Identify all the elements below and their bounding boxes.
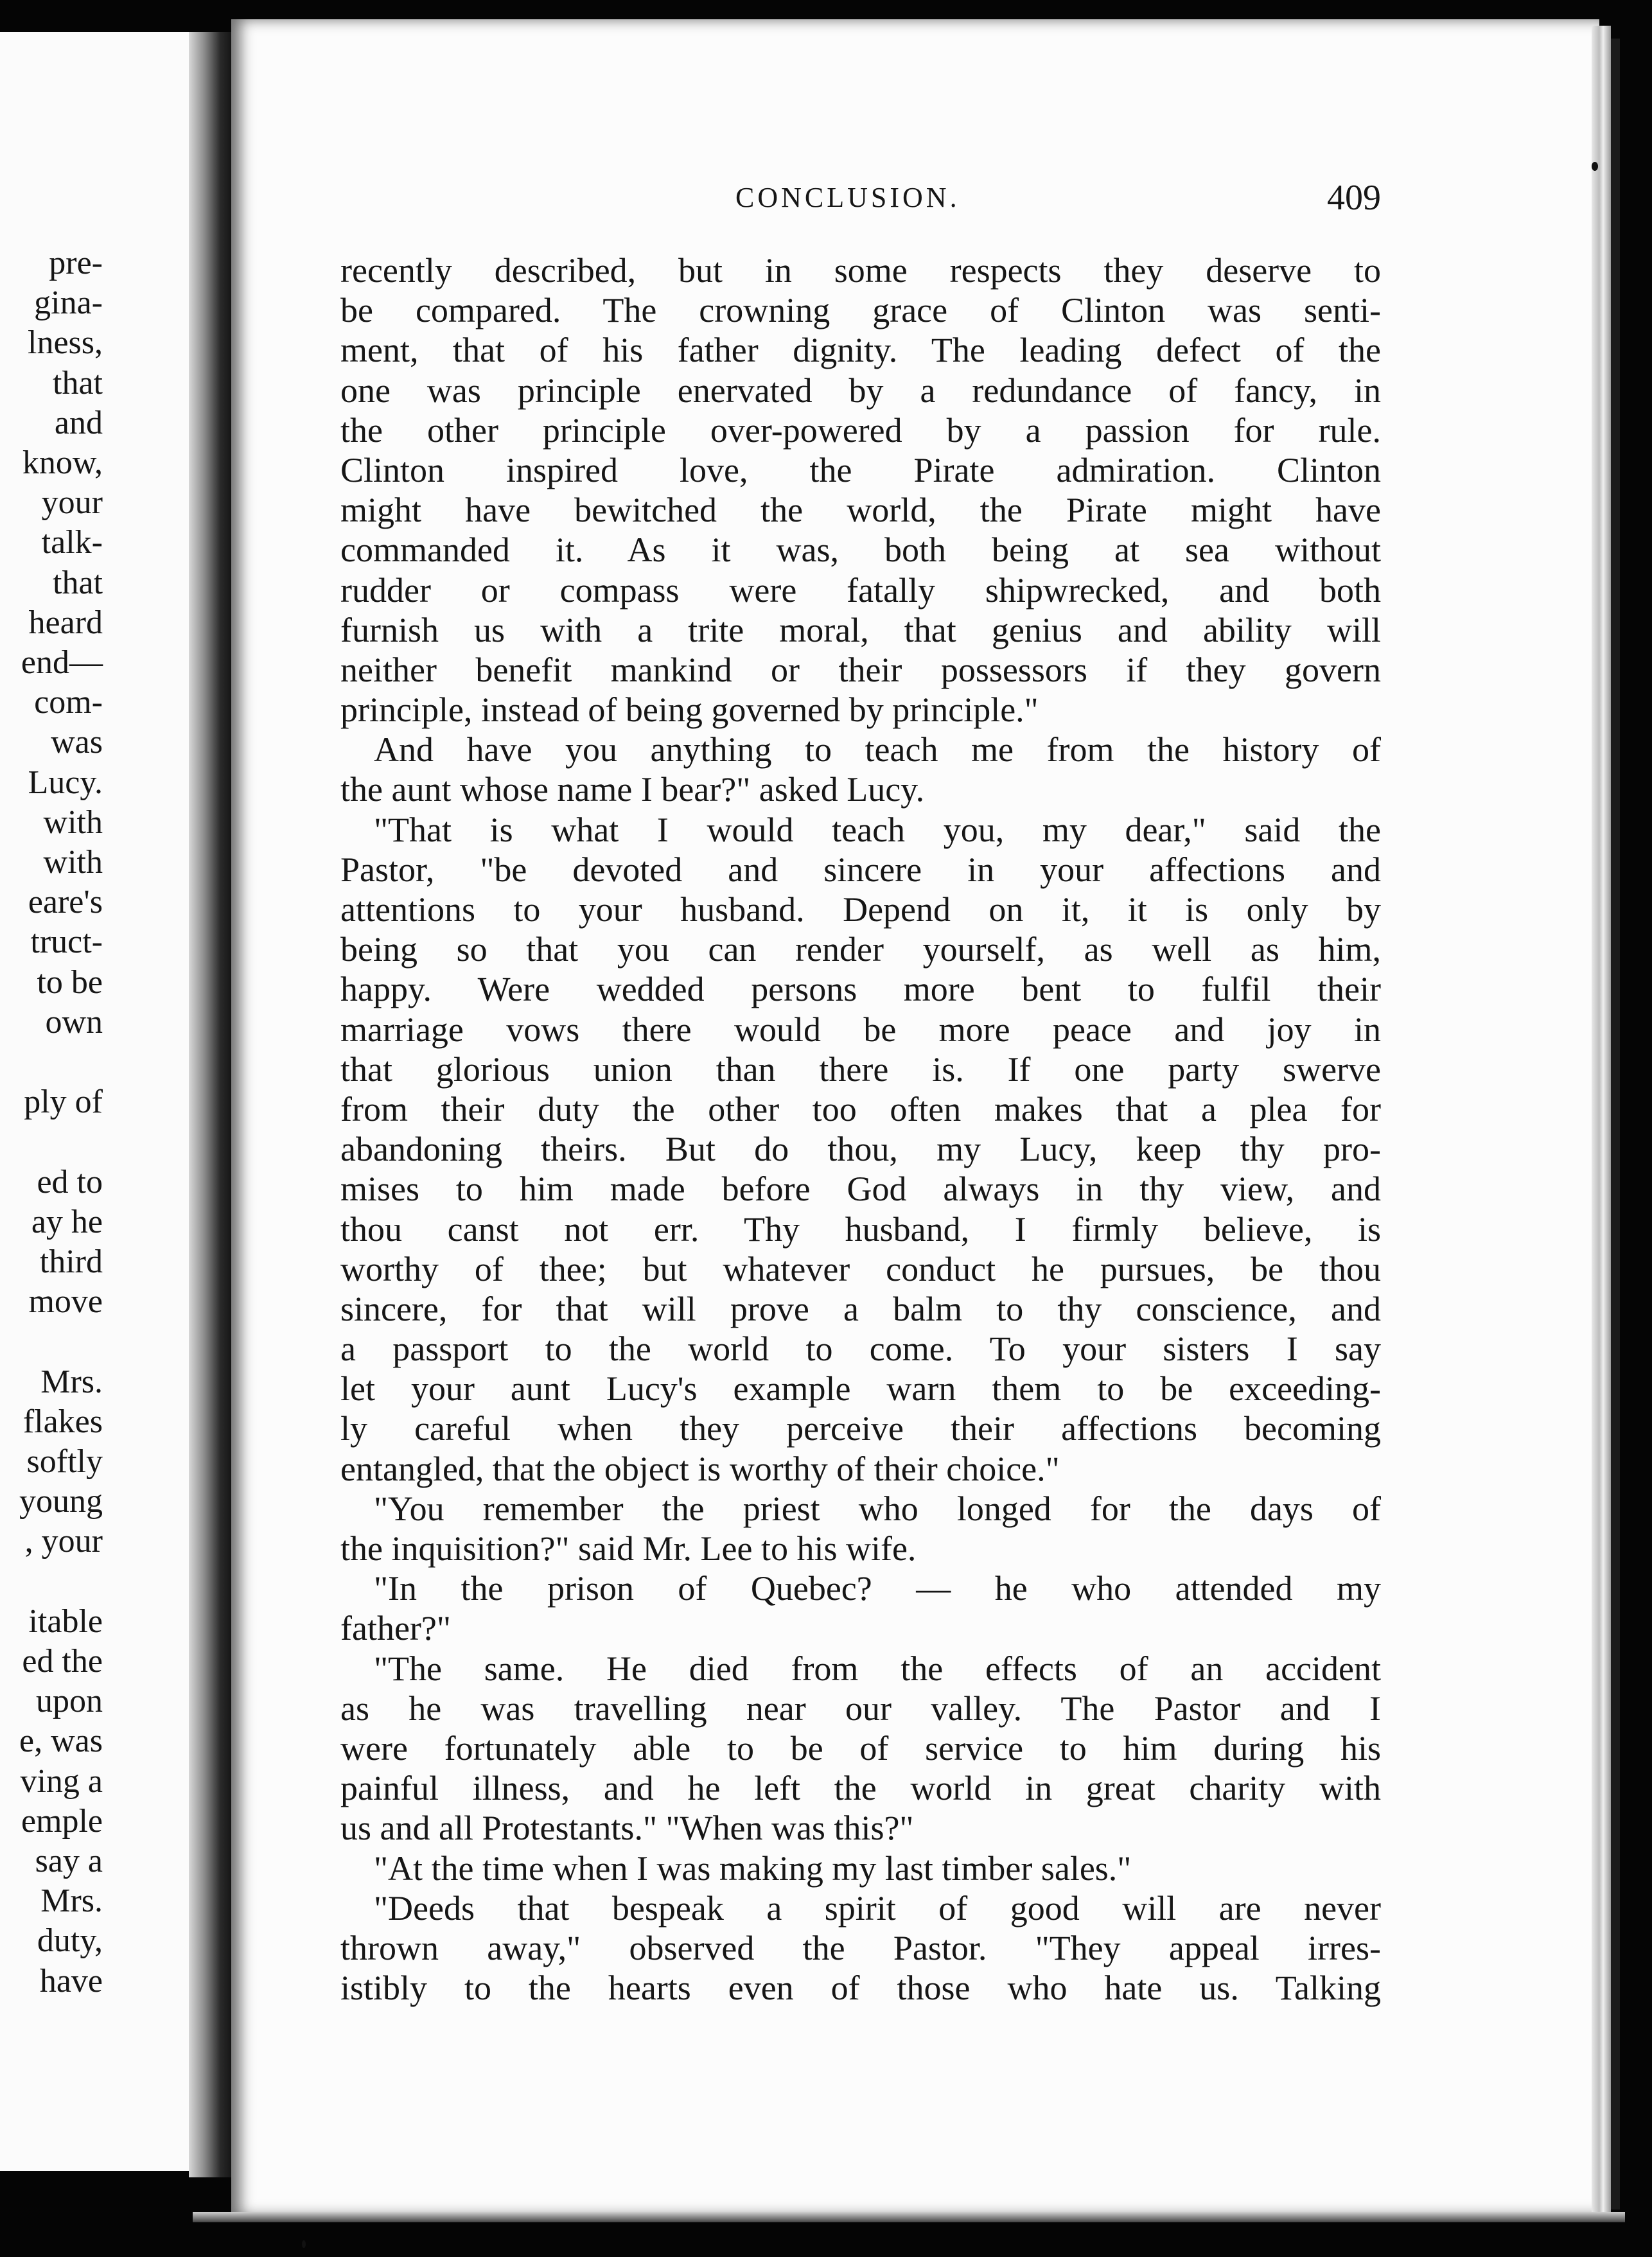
previous-page-line: talk- [41, 524, 103, 561]
previous-page [0, 32, 212, 2171]
text-line: recently described, but in some respects they deserve to [340, 251, 1381, 290]
text-line: "At the time when I was making my last timber sales." [374, 1849, 1132, 1888]
scan-speck [302, 2240, 306, 2248]
previous-page-line: have [39, 1962, 103, 1999]
previous-page-line: move [28, 1283, 103, 1321]
text-line: were fortunately able to be of service to him during his [340, 1728, 1381, 1768]
previous-page-line: flakes [22, 1403, 103, 1440]
previous-page-line: know, [22, 444, 103, 481]
previous-page-line: with [43, 844, 103, 881]
previous-page-line: softly [26, 1443, 103, 1480]
previous-page-line: ving a [20, 1762, 103, 1800]
text-line: ly careful when they perceive their affections becoming [340, 1409, 1381, 1448]
text-line: a passport to the world to come. To your sisters I say [340, 1330, 1381, 1369]
text-line: the other principle over-powered by a passion for rule. [340, 410, 1381, 450]
previous-page-line: young [19, 1483, 103, 1520]
book-gutter [189, 32, 234, 2177]
previous-page-line: truct- [30, 924, 103, 961]
previous-page-line: was [51, 724, 103, 761]
text-line: the aunt whose name I bear?" asked Lucy. [340, 770, 925, 809]
previous-page-line: that [53, 364, 103, 401]
book-bottom-edge [193, 2212, 1625, 2222]
text-line: rudder or compass were fatally shipwrecked, and both [340, 570, 1381, 610]
text-line: us and all Protestants." "When was this?" [340, 1809, 914, 1848]
book-cover-edge [1611, 39, 1620, 2209]
text-line: neither benefit mankind or their possessors if they govern [340, 650, 1381, 689]
text-line: as he was travelling near our valley. The Pastor and I [340, 1689, 1381, 1728]
text-line: thrown away," observed the Pastor. "They appeal irres- [340, 1928, 1381, 1967]
previous-page-line: Mrs. [40, 1883, 103, 1920]
previous-page-line: ed the [22, 1643, 103, 1680]
previous-page-line: gina- [34, 285, 103, 322]
text-line: And have you anything to teach me from the history of [374, 730, 1381, 769]
text-line: ment, that of his father dignity. The leading defect of the [340, 331, 1381, 370]
text-line: "That is what I would teach you, my dear," said the [374, 810, 1381, 849]
scan-speck [1592, 162, 1598, 171]
previous-page-line: itable [28, 1603, 103, 1640]
text-line: "The same. He died from the effects of an accident [374, 1649, 1381, 1688]
previous-page-line: with [43, 804, 103, 841]
previous-page-line: and [54, 404, 103, 441]
previous-page-line: Mrs. [40, 1363, 103, 1400]
text-line: worthy of thee; but whatever conduct he pursues, be thou [340, 1249, 1381, 1288]
text-line: "Deeds that bespeak a spirit of good will are never [374, 1888, 1381, 1928]
previous-page-line: Lucy. [28, 764, 103, 801]
text-line: mises to him made before God always in thy view, and [340, 1170, 1381, 1209]
text-line: happy. Were wedded persons more bent to fulfil their [340, 970, 1381, 1009]
previous-page-line: end— [21, 644, 103, 681]
text-line: thou canst not err. Thy husband, I firmly believe, is [340, 1209, 1381, 1249]
text-line: commanded it. As it was, both being at sea without [340, 531, 1381, 570]
previous-page-line: ply of [24, 1084, 103, 1121]
text-line: "In the prison of Quebec? — he who attended my [374, 1569, 1381, 1608]
previous-page-line: e, was [19, 1723, 103, 1760]
text-line: Clinton inspired love, the Pirate admiration. Clinton [340, 450, 1381, 489]
text-line: the inquisition?" said Mr. Lee to his wife. [340, 1529, 917, 1568]
running-head [340, 178, 1381, 226]
previous-page-line: com- [34, 684, 103, 721]
text-line: being so that you can render yourself, as well as him, [340, 930, 1381, 969]
text-line: marriage vows there would be more peace and joy in [340, 1010, 1381, 1049]
previous-page-line: lness, [28, 324, 103, 362]
text-line: let your aunt Lucy's example warn them to be exceeding- [340, 1369, 1381, 1409]
text-line: abandoning theirs. But do thou, my Lucy, keep thy pro- [340, 1130, 1381, 1169]
previous-page-line: third [39, 1243, 103, 1280]
previous-page-line: pre- [49, 245, 103, 281]
text-line: from their duty the other too often makes that a plea for [340, 1089, 1381, 1128]
chapter-title: CONCLUSION. [735, 182, 960, 213]
previous-page-line: heard [28, 604, 103, 641]
previous-page-line: ed to [37, 1163, 103, 1200]
previous-page-line: own [45, 1003, 103, 1041]
text-line: Pastor, "be devoted and sincere in your affections and [340, 850, 1381, 889]
previous-page-line: upon [36, 1683, 103, 1720]
previous-page-line: , your [24, 1523, 103, 1560]
previous-page-line: eare's [28, 884, 103, 921]
previous-page-line: that [53, 564, 103, 601]
text-line: father?" [340, 1609, 451, 1648]
text-line: one was principle enervated by a redundance of fancy, in [340, 371, 1381, 410]
text-line: principle, instead of being governed by principle." [340, 690, 1039, 730]
text-line: attentions to your husband. Depend on it, it is only by [340, 890, 1381, 929]
text-line: be compared. The crowning grace of Clinton was senti- [340, 291, 1381, 330]
page-number: 409 [1327, 178, 1381, 218]
previous-page-line: emple [21, 1802, 103, 1840]
page-edges [1592, 26, 1611, 2216]
text-line: "You remember the priest who longed for the days of [374, 1489, 1381, 1528]
previous-page-line: to be [37, 963, 103, 1001]
previous-page-line: duty, [37, 1922, 103, 1960]
text-line: furnish us with a trite moral, that genius and ability will [340, 610, 1381, 649]
body-text [340, 250, 1381, 2008]
text-line: painful illness, and he left the world in great charity with [340, 1769, 1381, 1808]
text-line: entangled, that the object is worthy of their choice." [340, 1449, 1060, 1488]
text-line: istibly to the hearts even of those who hate us. Talking [340, 1969, 1381, 2008]
text-line: might have bewitched the world, the Pirate might have [340, 491, 1381, 530]
text-line: sincere, for that will prove a balm to thy conscience, and [340, 1289, 1381, 1328]
text-line: that glorious union than there is. If one party swerve [340, 1049, 1381, 1089]
previous-page-line: ay he [31, 1203, 103, 1240]
previous-page-line: your [41, 484, 103, 522]
previous-page-line: say a [35, 1843, 103, 1879]
